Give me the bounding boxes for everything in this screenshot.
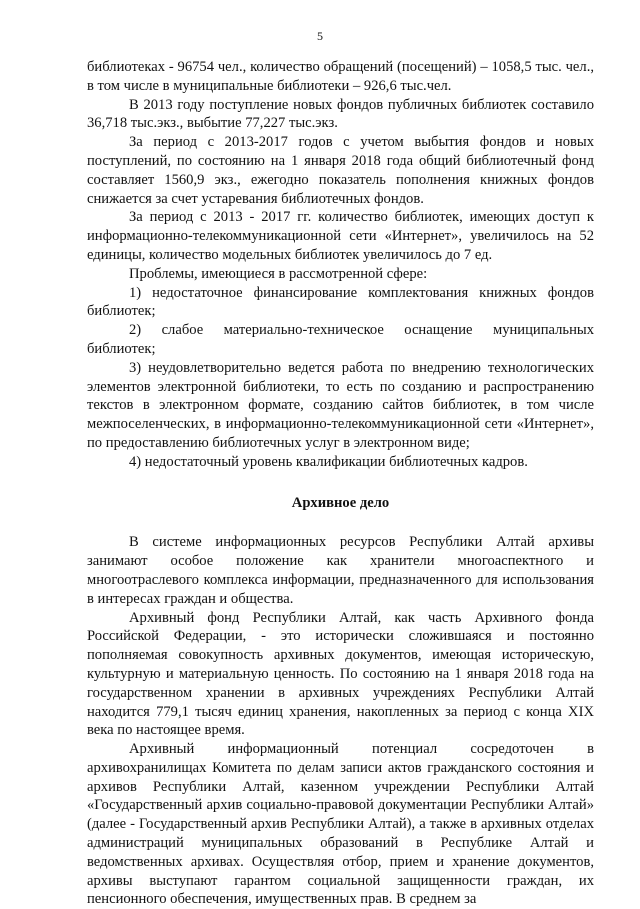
paragraph: Проблемы, имеющиеся в рассмотренной сфере: — [129, 265, 428, 282]
paragraph: За период с 2013 - 2017 гг. количество библиотек, имеющих доступ к информационно-телекоммуникационной сети «Интернет», увеличилось на 52 единицы, количество модельных библиотек увеличилось до 7 ед. — [87, 209, 594, 263]
libraries-section — [87, 58, 594, 472]
paragraph: 3) неудовлетворительно ведется работа по внедрению технологических элементов электронной библиотеки, то есть по созданию и распространению текстов в электронном формате, созданию сайтов библиотек, в том числе межпоселенческих, в информационно-телекоммуникационной сети «Интернет», по предоставлению библиотечных услуг в электронном виде; — [87, 359, 594, 451]
archives-section — [87, 533, 594, 909]
paragraph: библиотеках - 96754 чел., количество обращений (посещений) – 1058,5 тыс. чел., в том числе в муниципальные библиотеки – 926,6 тыс.чел. — [87, 59, 594, 94]
paragraph: В системе информационных ресурсов Республики Алтай архивы занимают особое положение как хранители многоаспектного и многоотраслевого комплекса информации, предназначенного для использования в интересах граждан и общества. — [87, 534, 594, 607]
paragraph: 4) недостаточный уровень квалификации библиотечных кадров. — [129, 453, 528, 470]
paragraph: В 2013 году поступление новых фондов публичных библиотек составило 36,718 тыс.экз., выбытие 77,227 тыс.экз. — [87, 96, 594, 132]
paragraph: 2) слабое материально-техническое оснащение муниципальных библиотек; — [87, 322, 594, 357]
section-heading-archives: Архивное дело — [291, 494, 390, 511]
page-number: 5 — [317, 29, 323, 43]
document-body — [87, 58, 594, 909]
paragraph: За период с 2013-2017 годов с учетом выбытия фондов и новых поступлений, по состоянию на 1 января 2018 года общий библиотечный фонд составляет 1560,9 экз., ежегодно показатель пополнения книжных фондов снижается за счет устаревания библиотечных фондов. — [87, 134, 594, 207]
paragraph: Архивный информационный потенциал сосредоточен в архивохранилищах Комитета по делам записи актов гражданского состояния и архивов Республики Алтай, казенном учреждении Республики Алтай «Государственный архив социально-правовой документации Республики Алтай» (далее - Государственный архив Республики Алтай), а также в архивных отделах администраций муниципальных образований в Республике Алтай и ведомственных архивах. Осуществляя отбор, прием и хранение документов, архивы выступают гарантом социальной защищенности граждан, их пенсионного обеспечения, имущественных прав. В среднем за — [87, 741, 594, 908]
paragraph: Архивный фонд Республики Алтай, как часть Архивного фонда Российской Федерации, - это исторически сложившаяся и постоянно пополняемая совокупность архивных документов, имеющая историческую, культурную и материальную ценность. По состоянию на 1 января 2018 года на государственном хранении в архивных учреждениях Республики Алтай находится 779,1 тысяч единиц хранения, накопленных за период с конца XIX века по настоящее время. — [87, 609, 594, 739]
paragraph: 1) недостаточное финансирование комплектования книжных фондов библиотек; — [87, 284, 594, 320]
